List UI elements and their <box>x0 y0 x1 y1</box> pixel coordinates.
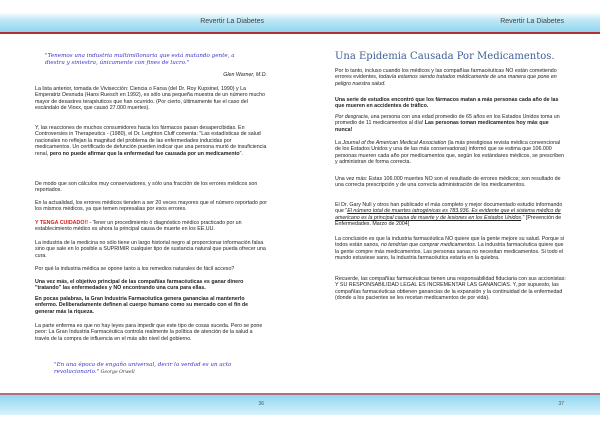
paragraph: La industria de la medicina no sólo tiene un largo historial negro al proporcionar información falsa sino que sale en lo posible a SUPRIMIR cualquier tipo de sustancia natural que pueda ofrecer una cura. <box>35 240 266 259</box>
footer-band-right <box>300 393 600 415</box>
paragraph: La Journal of the American Medical Association (la más prestigiosa revista médica convencional de los Estados Unidos y una de las más conservadoras) informó que se estima que 106.000 personas mueren cada año por medicamentos que, según los estándares médicos, se prescriben y administran de forma correcta. <box>335 140 565 166</box>
paragraph: Por desgracia, una persona con una edad promedio de 65 años en los Estados Unidos toma un promedio de 11 medicamentos al día! Las personas toman medicamentos hoy más que nunca! <box>335 114 560 133</box>
paragraph: Una serie de estudios encontró que los fármacos matan a más personas cada año de las que mueren en accidentes de tráfico. <box>335 97 559 110</box>
header-title-right: Revertir La Diabetes <box>500 18 564 25</box>
paragraph: La parte enferma es que no hay leyes para impedir que este tipo de cosas suceda. Pero se pone peor: La Gran Industria Farmacéutica controla realmente la política de atención de la salud a través de la compra de influencia en el más alto nivel del gobierno. <box>35 323 263 342</box>
header-band-left <box>0 12 300 34</box>
quote-orwell: "En una época de engaño universal, decir la verdad es un acto revolucionario." George Orwell <box>54 362 232 375</box>
paragraph: Por qué la industria médica se opone tanto a los remedios naturales de fácil acceso? <box>35 266 235 272</box>
page-number-left: 36 <box>258 401 264 407</box>
paragraph: La conclusión es que la industria farmacéutica NO quiere que la gente mejore su salud. Porque si todos están sanos, no tendrían que comprar medicamentos. La industria farmacéutica quiere que la gente compre más medicamentos. Las personas sanas no necesitan medicamentos. Si todo el mundo estuviese sano, la industria farmacéutica estaría en la quiebra. <box>335 236 565 262</box>
paragraph: En la actualidad, los errores médicos tienden a ser 20 veces mayores que el número reportado por los mismos médicos, ya que temen represalias por esos errores. <box>35 200 268 213</box>
footer-band-left <box>0 393 300 415</box>
header-title-left: Revertir La Diabetes <box>200 18 264 25</box>
paragraph: Una vez más: Estas 106.000 muertes NO son el resultado de errores médicos; son resultado de una correcta prescripción y de una correcta administración de los medicamentos. <box>335 176 561 189</box>
page-number-right: 37 <box>558 401 564 407</box>
paragraph: Una vez más, el objetivo principal de las compañías farmacéuticas es ganar dinero "tratando" las enfermedades y NO encontrando una cura para ellas. <box>35 279 244 292</box>
quote-author-warner: Glen Warner, M.D. <box>223 72 267 78</box>
paragraph: De modo que son cálculos muy conservadores, y sólo una fracción de los errores médicos son reportados. <box>35 181 258 194</box>
paragraph: Y TENGA CUIDADO!! - Tener un procedimiento ó diagnóstico médico practicado por un establecimiento médico es ahora la principal causa de muerte en los EE.UU. <box>35 220 242 233</box>
paragraph: Recuerde, las compañías farmacéuticas tienen una responsabilidad fiduciaria con sus accionistas: Y SU RESPONSABILIDAD LEGAL ES INCREMENTAR LAS GANANCIAS. Y, por supuesto, las compañías farmacéuticas obtienen ganancias de la expansión y la continuidad de la enfermedad (donde a los pacientes se les recetan medicamentos de por vida). <box>335 276 566 302</box>
quote-warner: "Tenemos una industria multimillonaria que está matando gente, a diestra y siniestra, únicamente con fines de lucro." <box>45 53 235 66</box>
header-band-right <box>300 12 600 34</box>
paragraph: En pocas palabras, la Gran Industria Farmacéutica genera ganancias al mantenerlo enfermo. Deliberadamente definen al cuerpo humano como su mercado con el fin de generar más la riqueza. <box>35 296 249 315</box>
paragraph: Por lo tanto, incluso cuando los médicos y las compañías farmacéuticas NO están cometiendo errores evidentes, todavía estamos siendo tratados médicamente de una manera que pone en peligro nuestra salud. <box>335 68 557 87</box>
paragraph: El Dr. Gary Null y otros han publicado el más completo y mejor documentado estudio informando que "El número total de muertes iatrogénicas es 783.936. Es evidente que el sistema médico de americano es la principal causa de muerte y de lesiones en los Estados Unidos." [Prevención de Enfermedades. Marzo de 2004] <box>335 202 563 228</box>
paragraph: La lista anterior, tomada de Vivisección: Ciencia o Farsa (del Dr. Roy Kupsinel, 1990) y La Emperatriz Desnuda (Hans Ruesch en 1992), es sólo una pequeña muestra de un número mucho mayor de desastres terapéuticos que han ocurrido. (Por cierto, últimamente fue el caso del escándalo de Vioxx, que causó 27.000 muertes). <box>35 86 265 112</box>
page-title: Una Epidemia Causada Por Medicamentos. <box>335 51 555 62</box>
paragraph: Y, las reacciones de muchos consumidores hacia los fármacos pasan desapercibidas. En Controversies in Therapeutics - (1980), el Dr. Leighton Cluff comenta: "Las estadísticas de salud nacionales no reflejan la magnitud del problema de las enfermedades inducidas por medicamentos. Un certificado de defunción pueden indicar que una persona murió de insuficiencia renal, pero no puede afirmar que la enfermedad fue causada por un medicamento". <box>35 125 267 157</box>
